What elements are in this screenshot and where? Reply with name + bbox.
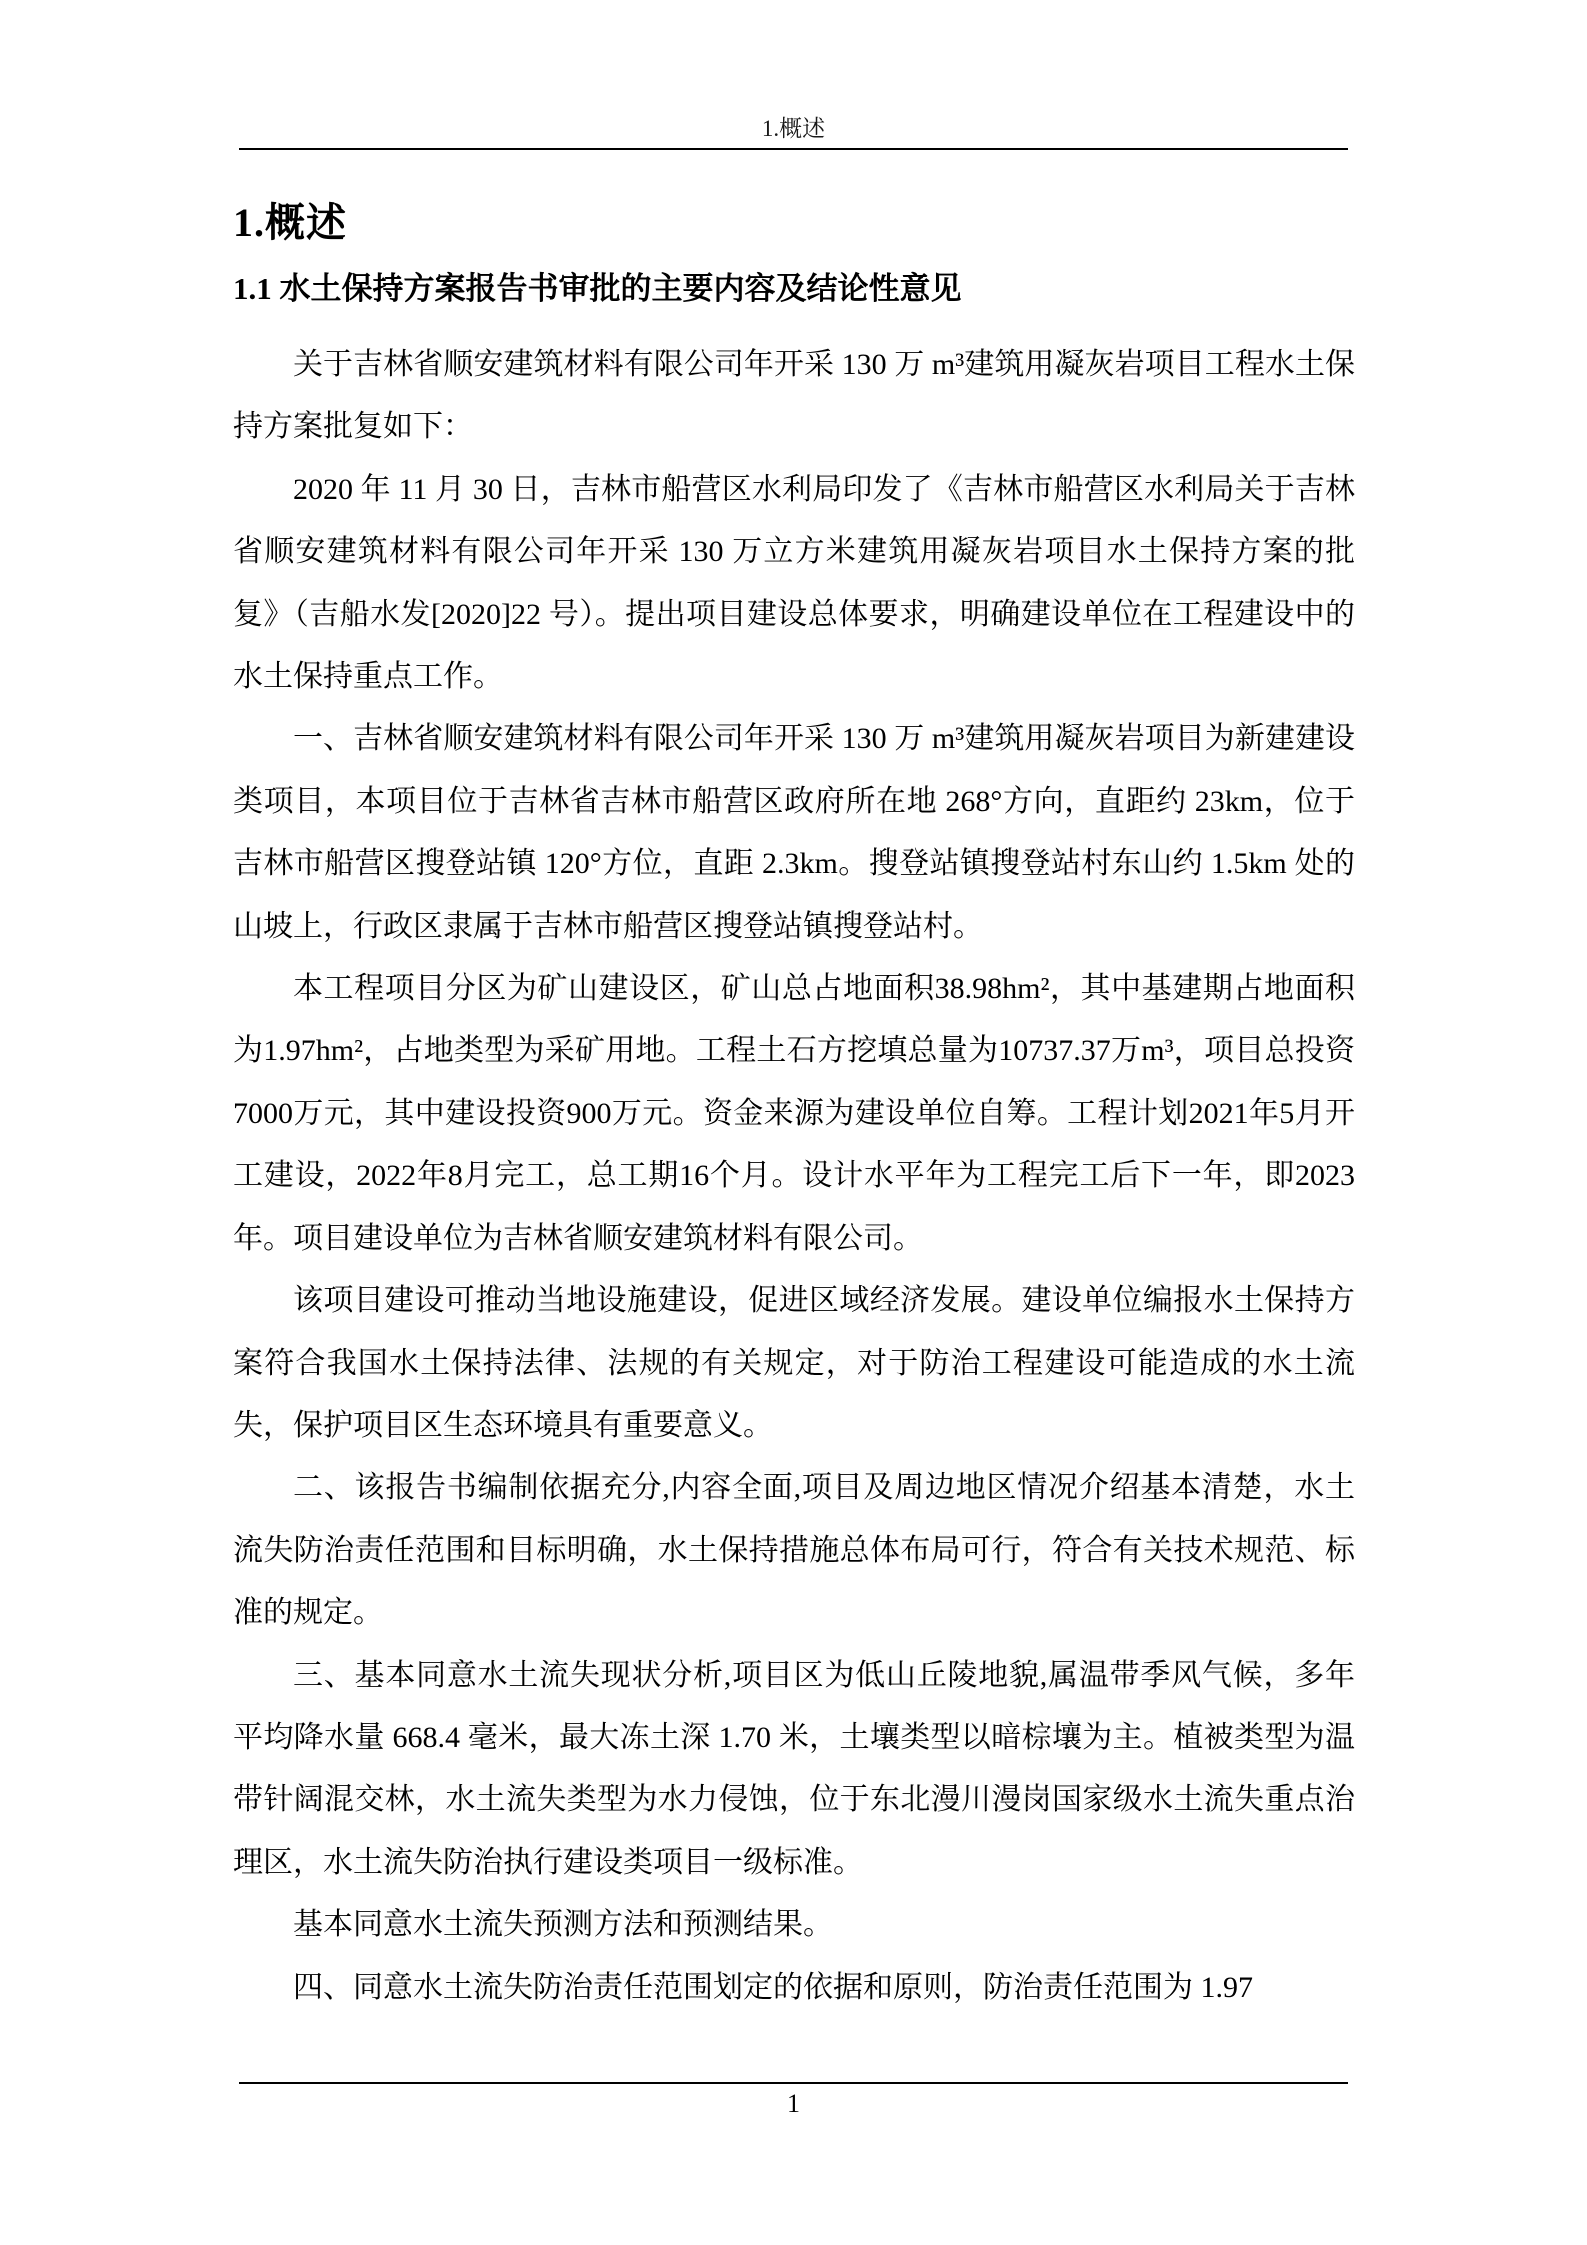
paragraph: 二、该报告书编制依据充分,内容全面,项目及周边地区情况介绍基本清楚，水土流失防治责任范围和目标明确，水土保持措施总体布局可行，符合有关技术规范、标准的规定。 bbox=[233, 1471, 1355, 1630]
chapter-title: 1.概述 bbox=[233, 200, 347, 245]
paragraph: 该项目建设可推动当地设施建设，促进区域经济发展。建设单位编报水土保持方案符合我国水土保持法律、法规的有关规定，对于防治工程建设可能造成的水土流失，保护项目区生态环境具有重要意义。 bbox=[233, 1284, 1355, 1442]
paragraph: 关于吉林省顺安建筑材料有限公司年开采 130 万 m³建筑用凝灰岩项目工程水土保持方案批复如下： bbox=[233, 348, 1355, 444]
section-heading: 1.1 水土保持方案报告书审批的主要内容及结论性意见 bbox=[233, 271, 962, 306]
paragraph: 本工程项目分区为矿山建设区，矿山总占地面积38.98hm²，其中基建期占地面积为1.97hm²，占地类型为采矿用地。工程土石方挖填总量为10737.37万m³，项目总投资7000万元，其中建设投资900万元。资金来源为建设单位自筹。工程计划2021年5月开工建设，2022年8月完工，总工期16个月。设计水平年为工程完工后下一年，即2023年。项目建设单位为吉林省顺安建筑材料有限公司。 bbox=[233, 972, 1355, 1255]
page-number: 1 bbox=[787, 2089, 800, 2118]
paragraph: 基本同意水土流失预测方法和预测结果。 bbox=[293, 1908, 833, 1942]
running-header: 1.概述 bbox=[761, 116, 826, 141]
footer-rule bbox=[239, 2082, 1348, 2084]
header-rule bbox=[239, 148, 1348, 150]
paragraph: 四、同意水土流失防治责任范围划定的依据和原则，防治责任范围为 1.97 bbox=[293, 1970, 1253, 2004]
document-content bbox=[233, 200, 1355, 2019]
body-text bbox=[233, 334, 1355, 2019]
paragraph: 2020 年 11 月 30 日，吉林市船营区水利局印发了《吉林市船营区水利局关于吉林省顺安建筑材料有限公司年开采 130 万立方米建筑用凝灰岩项目水土保持方案的批复》（吉船水发[2020]22 号）。提出项目建设总体要求，明确建设单位在工程建设中的水土保持重点工作。 bbox=[233, 472, 1355, 694]
paragraph: 一、吉林省顺安建筑材料有限公司年开采 130 万 m³建筑用凝灰岩项目为新建建设类项目，本项目位于吉林省吉林市船营区政府所在地 268°方向，直距约 23km，位于吉林市船营区搜登站镇 120°方位，直距 2.3km。搜登站镇搜登站村东山约 1.5km 处的山坡上，行政区隶属于吉林市船营区搜登站镇搜登站村。 bbox=[233, 722, 1355, 943]
paragraph: 三、基本同意水土流失现状分析,项目区为低山丘陵地貌,属温带季风气候，多年平均降水量 668.4 毫米，最大冻土深 1.70 米，土壤类型以暗棕壤为主。植被类型为温带针阔混交林，水土流失类型为水力侵蚀，位于东北漫川漫岗国家级水土流失重点治理区，水土流失防治执行建设类项目一级标准。 bbox=[233, 1658, 1355, 1879]
